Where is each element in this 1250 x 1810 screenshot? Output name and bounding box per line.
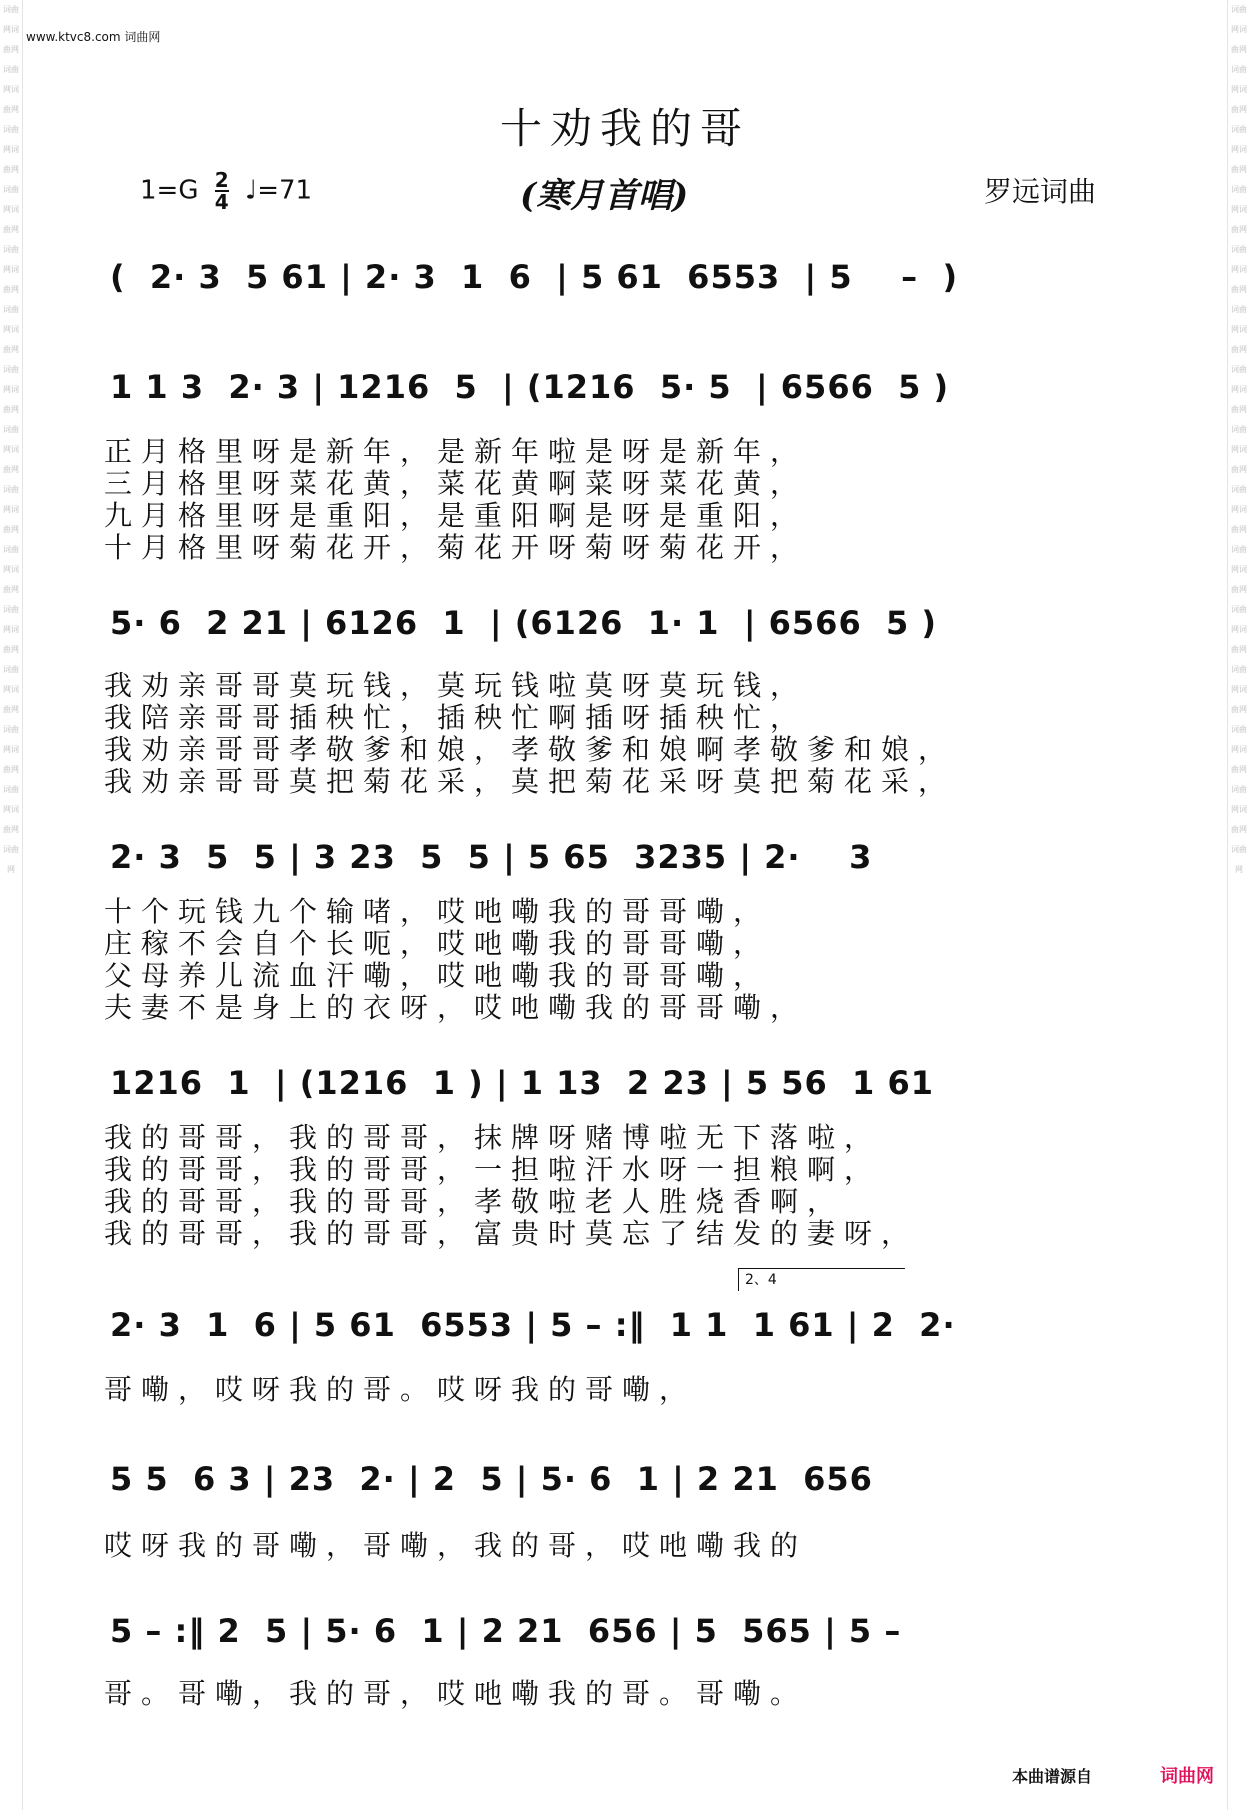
composer-credit: 罗远词曲	[984, 175, 1097, 208]
notes: 5· 6 2 21 | 6126 1 | (6126 1· 1 | 6566 5 )	[110, 604, 938, 642]
lyric-line: 父母养儿流血汗嘞，哎吔嘞我的哥哥嘞，	[104, 959, 771, 992]
notes: 5 – :‖ 2 5 | 5· 6 1 | 2 21 656 | 5 565 | 5 –	[110, 1612, 902, 1650]
lyric-line: 我的哥哥，我的哥哥，抹牌呀赌博啦无下落啦，	[104, 1121, 882, 1154]
footer-source-label: 本曲谱源自	[1012, 1767, 1093, 1786]
time-signature-top: 2	[214, 168, 229, 192]
notation-row-1	[100, 250, 1210, 308]
notes: ( 2· 3 5 61 | 2· 3 1 6 | 5 61 6553 | 5 – )	[110, 258, 959, 296]
lyric-line: 哥。哥嘞，我的哥，哎吔嘞我的哥。哥嘞。	[104, 1677, 808, 1710]
left-watermark-strip: 词曲网词曲网词曲网词曲网词曲网词曲网词曲网词曲网词曲网词曲网词曲网词曲网词曲网词曲网词曲网词曲网词曲网词曲网词曲网词曲网词曲网词曲网词曲网词曲网词曲网词曲网词曲网词曲网词曲网	[0, 0, 23, 1810]
notes: 5 5 6 3 | 23 2· | 2 5 | 5· 6 1 | 2 21 656	[110, 1460, 873, 1498]
notes: 2· 3 1 6 | 5 61 6553 | 5 – :‖ 1 1 1 61 | 2 2·	[110, 1306, 956, 1344]
notes: 2· 3 5 5 | 3 23 5 5 | 5 65 3235 | 2· 3	[110, 838, 873, 876]
lyric-line: 九月格里呀是重阳，是重阳啊是呀是重阳，	[104, 499, 808, 532]
singer-credit: (寒月首唱)	[520, 176, 689, 216]
right-watermark-strip: 词曲网词曲网词曲网词曲网词曲网词曲网词曲网词曲网词曲网词曲网词曲网词曲网词曲网词曲网词曲网词曲网词曲网词曲网词曲网词曲网词曲网词曲网词曲网词曲网词曲网词曲网词曲网词曲网词曲网	[1227, 0, 1250, 1810]
notation-row-2	[100, 360, 1210, 418]
lyric-line: 正月格里呀是新年，是新年啦是呀是新年，	[104, 435, 808, 468]
time-signature	[215, 170, 229, 212]
lyric-line: 夫妻不是身上的衣呀，哎吔嘞我的哥哥嘞，	[104, 991, 808, 1024]
lyric-line: 三月格里呀菜花黄，菜花黄啊菜呀菜花黄，	[104, 467, 808, 500]
time-signature-bottom: 4	[214, 190, 229, 214]
lyric-line: 我劝亲哥哥孝敬爹和娘，孝敬爹和娘啊孝敬爹和娘，	[104, 733, 956, 766]
lyric-line: 我的哥哥，我的哥哥，孝敬啦老人胜烧香啊，	[104, 1185, 845, 1218]
key-signature	[140, 170, 312, 212]
notation-row-4	[100, 830, 1210, 888]
lyric-line: 我的哥哥，我的哥哥，富贵时莫忘了结发的妻呀，	[104, 1217, 919, 1250]
lyric-line: 哥嘞，哎呀我的哥。哎呀我的哥嘞，	[104, 1373, 697, 1406]
lyric-line: 我劝亲哥哥莫把菊花采，莫把菊花采呀莫把菊花采，	[104, 765, 956, 798]
lyric-line: 十月格里呀菊花开，菊花开呀菊呀菊花开，	[104, 531, 808, 564]
lyric-line: 十个玩钱九个输啫，哎吔嘞我的哥哥嘞，	[104, 895, 771, 928]
footer-brand-link[interactable]: 词曲网	[1160, 1766, 1214, 1787]
tempo-mark: ♩=71	[244, 175, 313, 206]
lyric-line: 我陪亲哥哥插秧忙，插秧忙啊插呀插秧忙，	[104, 701, 808, 734]
lyric-line: 我劝亲哥哥莫玩钱，莫玩钱啦莫呀莫玩钱，	[104, 669, 808, 702]
lyric-line: 我的哥哥，我的哥哥，一担啦汗水呀一担粮啊，	[104, 1153, 882, 1186]
notes: 1216 1 | (1216 1 ) | 1 13 2 23 | 5 56 1 61	[110, 1064, 934, 1102]
key-label: 1=G	[140, 175, 199, 206]
notation-row-6	[100, 1298, 1210, 1356]
notation-row-5	[100, 1056, 1210, 1114]
site-url[interactable]: www.ktvc8.com 词曲网	[26, 30, 161, 44]
volta-bracket: 2、4	[738, 1268, 905, 1291]
notes: 1 1 3 2· 3 | 1216 5 | (1216 5· 5 | 6566 5 )	[110, 368, 950, 406]
song-title: 十劝我的哥	[499, 104, 750, 153]
notation-row-7	[100, 1452, 1210, 1510]
lyric-line: 哎呀我的哥嘞，哥嘞，我的哥，哎吔嘞我的	[104, 1529, 808, 1562]
notation-row-3	[100, 596, 1210, 654]
notation-row-8	[100, 1604, 1210, 1662]
lyric-line: 庄稼不会自个长呃，哎吔嘞我的哥哥嘞，	[104, 927, 771, 960]
